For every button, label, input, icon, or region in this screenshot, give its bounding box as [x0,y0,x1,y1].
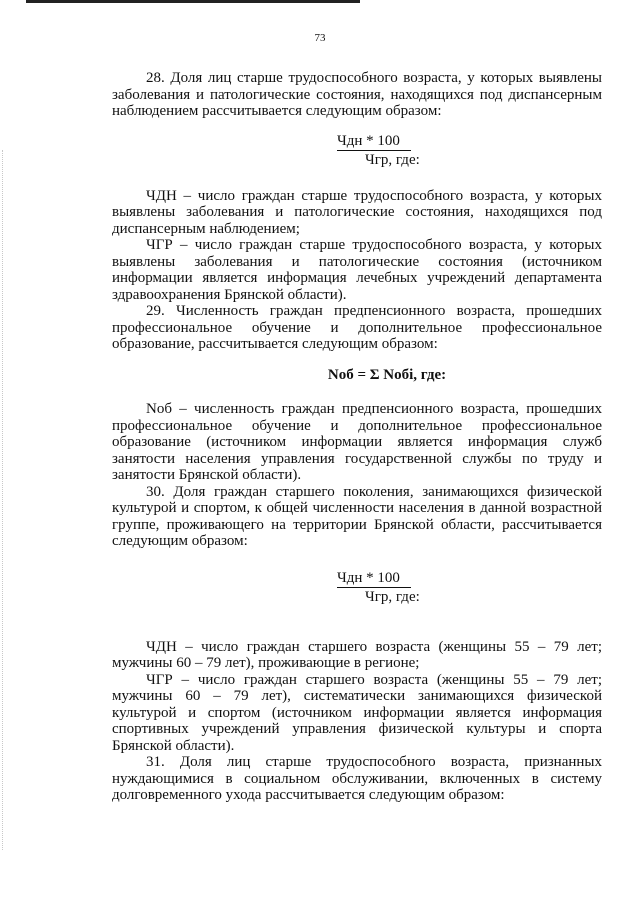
scan-edge-marks [2,150,5,850]
page-number: 73 [314,32,326,44]
top-border-line [26,0,360,3]
paragraph-29: 29. Численность граждан предпенсионного возраста, прошедших профессиональное обучение и дополнительное профессиональное образование, рассчитывается следующим образом: [112,303,602,352]
paragraph-28: 28. Доля лиц старше трудоспособного возраста, у которых выявлены заболевания и патологические состояния, находящихся под диспансерным наблюдением рассчитывается следующим образом: [112,70,602,119]
definition-chgr-2: ЧГР – число граждан старшего возраста (женщины 55 – 79 лет; мужчины 60 – 79 лет), систематически занимающихся физической культурой и спортом (источником информации является информация спортивных учреждений управления физической культуры и спорта Брянской области). [112,671,602,754]
definition-chdn-1: ЧДН – число граждан старше трудоспособного возраста, у которых выявлены заболевания и патологические состояния, находящихся под диспансерным наблюдением; [112,187,602,237]
paragraph-30: 30. Доля граждан старшего поколения, занимающихся физической культурой и спортом, к общей численности населения в данной возрастной группе, проживающего на территории Брянской области, рассчитывается следующим образом: [112,483,602,549]
definition-chgr-1: ЧГР – число граждан старше трудоспособного возраста, у которых выявлены заболевания и патологические состояния (источником информации является информация лечебных учреждений департамента здравоохранения Брянской области). [112,237,602,303]
definition-chdn-2: ЧДН – число граждан старшего возраста (женщины 55 – 79 лет; мужчины 60 – 79 лет), проживающие в регионе; [112,638,602,671]
definition-nob: Nоб – численность граждан предпенсионного возраста, прошедших профессиональное обучение и дополнительное профессиональное образование (источником информации является информация служб занятости населения управления государственной службы по труду и занятости Брянской области). [112,401,602,483]
formula-fraction-2 [112,566,602,613]
document-body [112,70,602,804]
formula-fraction-1 [112,129,602,176]
formula-sum: Nоб = Σ Nобi, где: [327,366,447,383]
formula-2-numerator: Чдн * 100 [337,570,411,589]
paragraph-31: 31. Доля лиц старше трудоспособного возраста, признанных нуждающимися в социальном обслуживании, включенных в систему долговременного ухода рассчитывается следующим образом: [112,754,602,803]
formula-2-denominator: Чгр, где: [365,588,420,605]
formula-1-numerator: Чдн * 100 [337,133,411,152]
spacer [112,625,602,639]
formula-1-denominator: Чгр, где: [365,151,420,168]
